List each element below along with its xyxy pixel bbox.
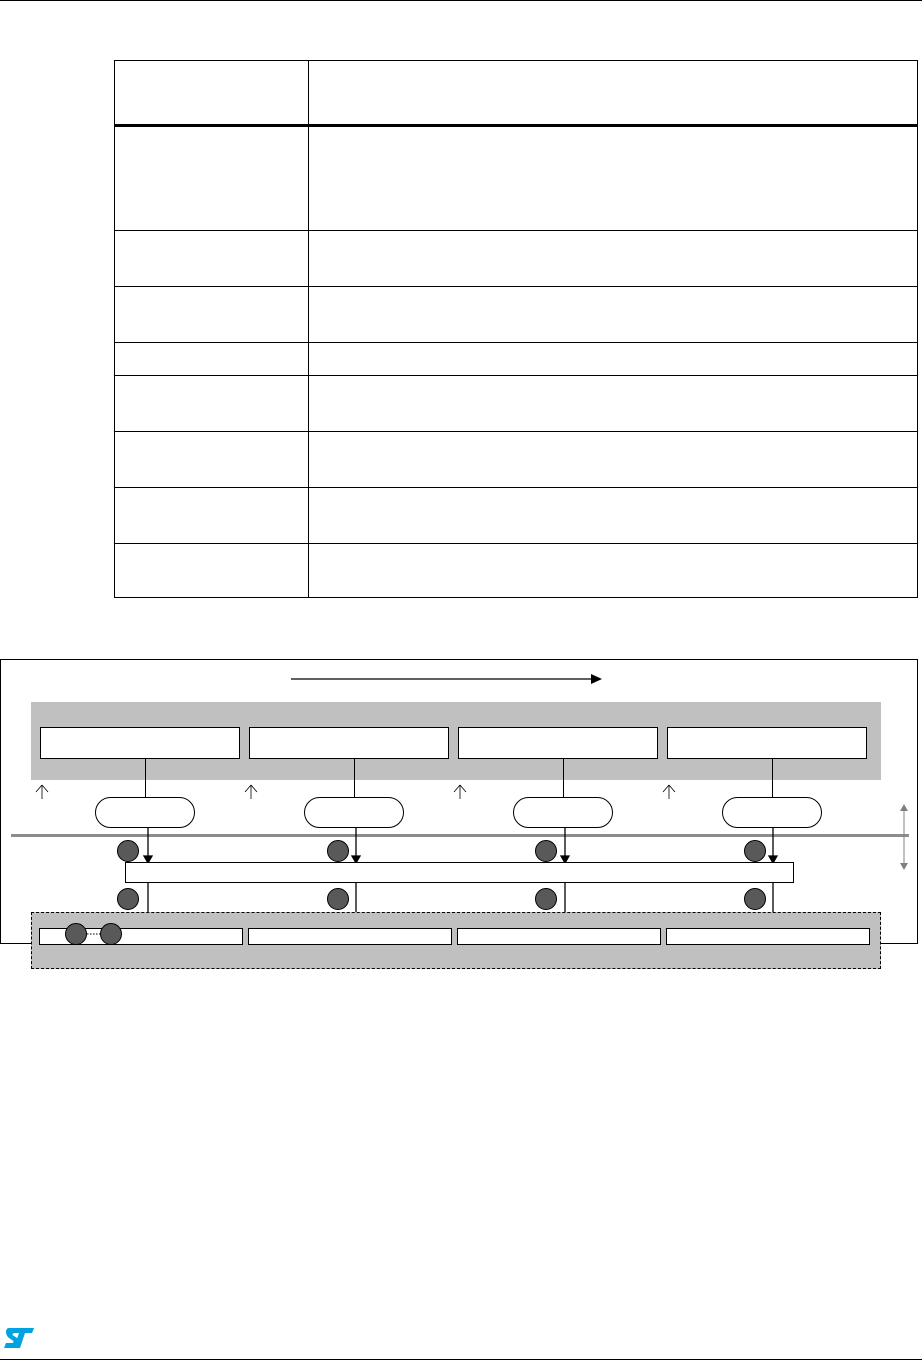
table-row-rule xyxy=(115,487,917,488)
step-marker xyxy=(535,888,557,910)
legend-marker-start xyxy=(65,923,87,945)
table-row-rule xyxy=(115,375,917,376)
step-marker xyxy=(744,840,766,862)
stage-connector xyxy=(354,759,355,797)
st-logo-icon xyxy=(3,1327,35,1349)
table-row-rule xyxy=(115,543,917,544)
shared-bus-bar xyxy=(125,862,794,883)
stage-connector xyxy=(145,759,146,797)
legend-dots xyxy=(87,932,101,936)
page-top-rule xyxy=(0,0,922,1)
step-marker xyxy=(117,888,139,910)
step-marker xyxy=(535,840,557,862)
stage-connector xyxy=(563,759,564,797)
output-box-2 xyxy=(248,928,452,945)
stage-box-1 xyxy=(40,727,240,759)
up-arrow-icon xyxy=(35,784,49,800)
step-marker xyxy=(744,888,766,910)
stage-box-2 xyxy=(249,727,449,759)
definition-table xyxy=(114,60,918,598)
trigger-pill-1 xyxy=(95,797,195,828)
stage-box-3 xyxy=(458,727,658,759)
table-row-rule xyxy=(115,286,917,287)
output-box-4 xyxy=(666,928,870,945)
time-arrow xyxy=(291,673,603,685)
table-header-rule xyxy=(115,124,917,127)
step-marker xyxy=(327,888,349,910)
legend-marker-end xyxy=(100,923,122,945)
table-row-rule xyxy=(115,342,917,343)
up-arrow-icon xyxy=(453,784,467,800)
step-marker xyxy=(117,840,139,862)
trigger-pill-3 xyxy=(513,797,613,828)
table-row-rule xyxy=(115,431,917,432)
table-row-rule xyxy=(115,230,917,231)
step-marker xyxy=(327,840,349,862)
output-box-3 xyxy=(457,928,661,945)
stage-connector xyxy=(772,759,773,797)
trigger-pill-2 xyxy=(304,797,404,828)
table-column-divider xyxy=(308,61,309,597)
up-arrow-icon xyxy=(662,784,676,800)
trigger-pill-4 xyxy=(722,797,822,828)
stage-box-4 xyxy=(667,727,867,759)
pipeline-figure xyxy=(0,659,918,944)
up-arrow-icon xyxy=(244,784,258,800)
page-bottom-rule xyxy=(0,1359,922,1360)
